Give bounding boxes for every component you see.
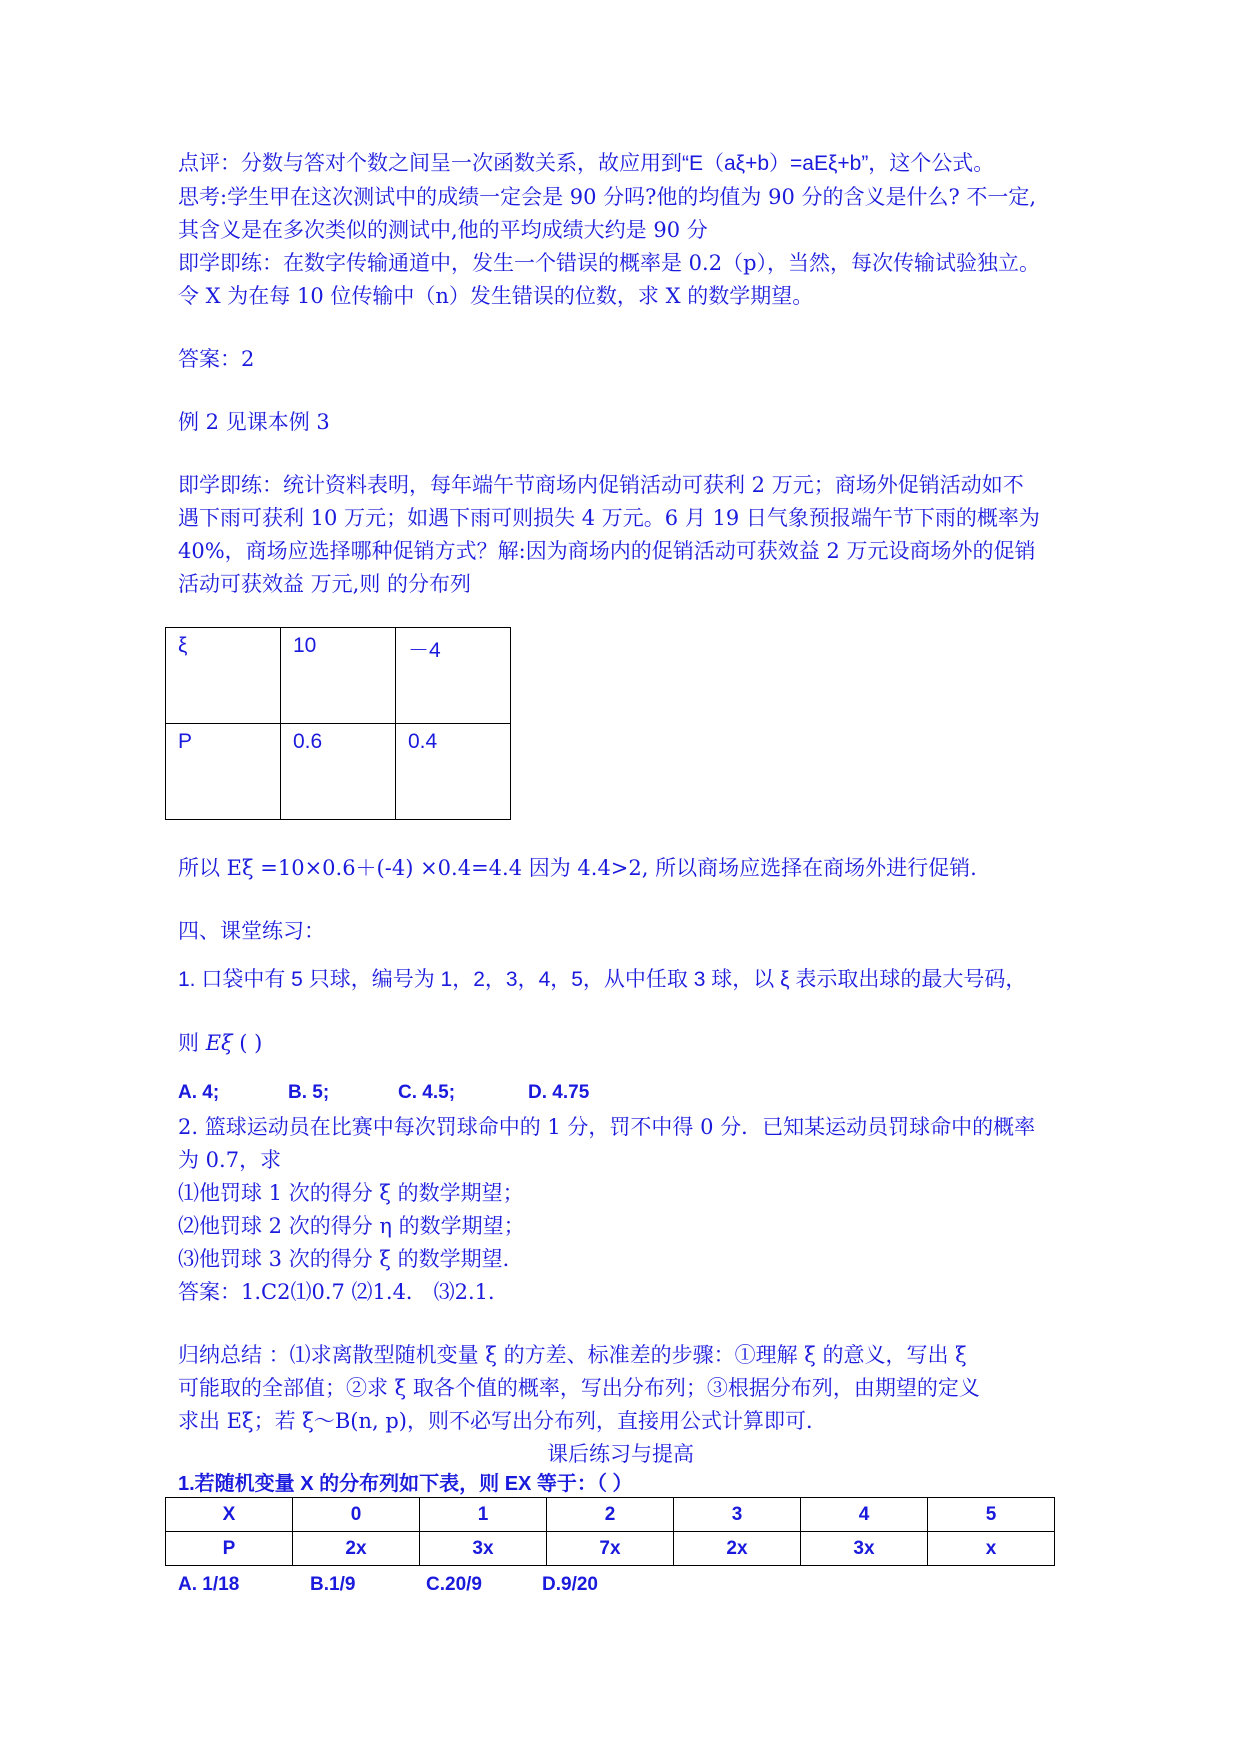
table-cell: 3x: [420, 1532, 547, 1566]
line-think-cont: 其含义是在多次类似的测试中,他的平均成绩大约是 90 分: [178, 218, 708, 242]
table-cell: 2: [547, 1498, 674, 1532]
option-a: A. 4;: [178, 1082, 220, 1103]
option-c: C. 4.5;: [398, 1082, 456, 1103]
line-practice2-b: 遇下雨可获利 10 万元；如遇下雨可则损失 4 万元。6 月 19 日气象预报端午节下雨的概率为: [178, 506, 1040, 530]
line-practice2: 即学即练：统计资料表明，每年端午节商场内促销活动可获利 2 万元；商场外促销活动如不: [178, 473, 1024, 497]
table-cell: 10: [281, 628, 396, 724]
line-example2: 例 2 见课本例 3: [178, 410, 330, 434]
summary-line-2: 可能取的全部值；②求 ξ 取各个值的概率，写出分布列；③根据分布列，由期望的定义: [178, 1376, 980, 1400]
table-cell: 0: [293, 1498, 420, 1532]
section-heading-homework: 课后练习与提高: [547, 1442, 694, 1466]
question-1-prefix: 则: [178, 1031, 206, 1055]
option-a: A. 1/18: [178, 1574, 240, 1595]
table-cell: 0.4: [396, 724, 511, 820]
question-1-stem: [178, 1029, 262, 1057]
line-practice1-cont: 令 X 为在每 10 位传输中（n）发生错误的位数，求 X 的数学期望。: [178, 284, 814, 308]
distribution-table-1: [165, 627, 511, 820]
table-cell: x: [928, 1532, 1055, 1566]
line-answer: 答案：2: [178, 347, 255, 371]
table-cell: 7x: [547, 1532, 674, 1566]
expectation-symbol: Eξ: [205, 1031, 233, 1055]
table-cell: 4: [801, 1498, 928, 1532]
question-1: 1. 口袋中有 5 只球，编号为 1，2，3，4，5，从中任取 3 球，以 ξ 表示取出球的最大号码，: [178, 968, 1027, 991]
homework-question-1: 1.若随机变量 X 的分布列如下表，则 EX 等于：（ ）: [178, 1473, 633, 1495]
summary-line-1: 归纳总结 ：⑴求离散型随机变量 ξ 的方差、标准差的步骤：①理解 ξ 的意义，写出 ξ: [178, 1343, 967, 1367]
table-cell: 5: [928, 1498, 1055, 1532]
line-practice1: 即学即练：在数字传输通道中，发生一个错误的概率是 0.2（p），当然，每次传输试验独立。: [178, 251, 1041, 275]
line-practice2-d: 活动可获效益 万元,则 的分布列: [178, 572, 472, 596]
summary-line-3: 求出 Eξ；若 ξ～B(n, p)，则不必写出分布列，直接用公式计算即可．: [178, 1409, 827, 1433]
line-comment: 点评：分数与答对个数之间呈一次函数关系，故应用到“E（aξ+b）=aEξ+b”，这个公式。: [178, 152, 995, 175]
option-d: D.9/20: [542, 1574, 598, 1595]
table-cell: 0.6: [281, 724, 396, 820]
line-solution: 所以 Eξ =10×0.6＋(-4) ×0.4=4.4 因为 4.4>2, 所以商场应选择在商场外进行促销.: [178, 856, 977, 880]
table-cell: －4: [396, 628, 511, 724]
table-cell: ξ: [166, 628, 281, 724]
table-row: [166, 628, 511, 724]
distribution-table-2: [165, 1497, 1055, 1566]
question-2: 2. 篮球运动员在比赛中每次罚球命中的 1 分，罚不中得 0 分．已知某运动员罚球命中的概率: [178, 1115, 1036, 1139]
section-heading-practice: 四、课堂练习：: [178, 919, 325, 943]
table-cell: 2x: [674, 1532, 801, 1566]
question-2-part2: ⑵他罚球 2 次的得分 η 的数学期望；: [178, 1214, 525, 1238]
question-2-part1: ⑴他罚球 1 次的得分 ξ 的数学期望；: [178, 1181, 524, 1205]
question-2-cont: 为 0.7，求: [178, 1148, 282, 1172]
line-think: 思考:学生甲在这次测试中的成绩一定会是 90 分吗?他的均值为 90 分的含义是什么? 不一定,: [178, 185, 1037, 209]
table-cell: 3x: [801, 1532, 928, 1566]
table-cell: 3: [674, 1498, 801, 1532]
table-row: [166, 1532, 1055, 1566]
table-cell: X: [166, 1498, 293, 1532]
table-row: [166, 724, 511, 820]
question-2-part3: ⑶他罚球 3 次的得分 ξ 的数学期望．: [178, 1247, 524, 1271]
option-b: B.1/9: [310, 1574, 356, 1595]
table-cell: P: [166, 1532, 293, 1566]
question-1-blank: ( ): [232, 1031, 263, 1055]
answers-line: 答案：1.C2⑴0.7 ⑵1.4． ⑶2.1．: [178, 1280, 510, 1304]
option-d: D. 4.75: [528, 1082, 590, 1103]
table-cell: P: [166, 724, 281, 820]
table-cell: 1: [420, 1498, 547, 1532]
line-practice2-c: 40%，商场应选择哪种促销方式？解:因为商场内的促销活动可获效益 2 万元设商场外的促销: [178, 539, 1036, 563]
table-row: [166, 1498, 1055, 1532]
table-cell: 2x: [293, 1532, 420, 1566]
option-b: B. 5;: [288, 1082, 330, 1103]
option-c: C.20/9: [426, 1574, 482, 1595]
